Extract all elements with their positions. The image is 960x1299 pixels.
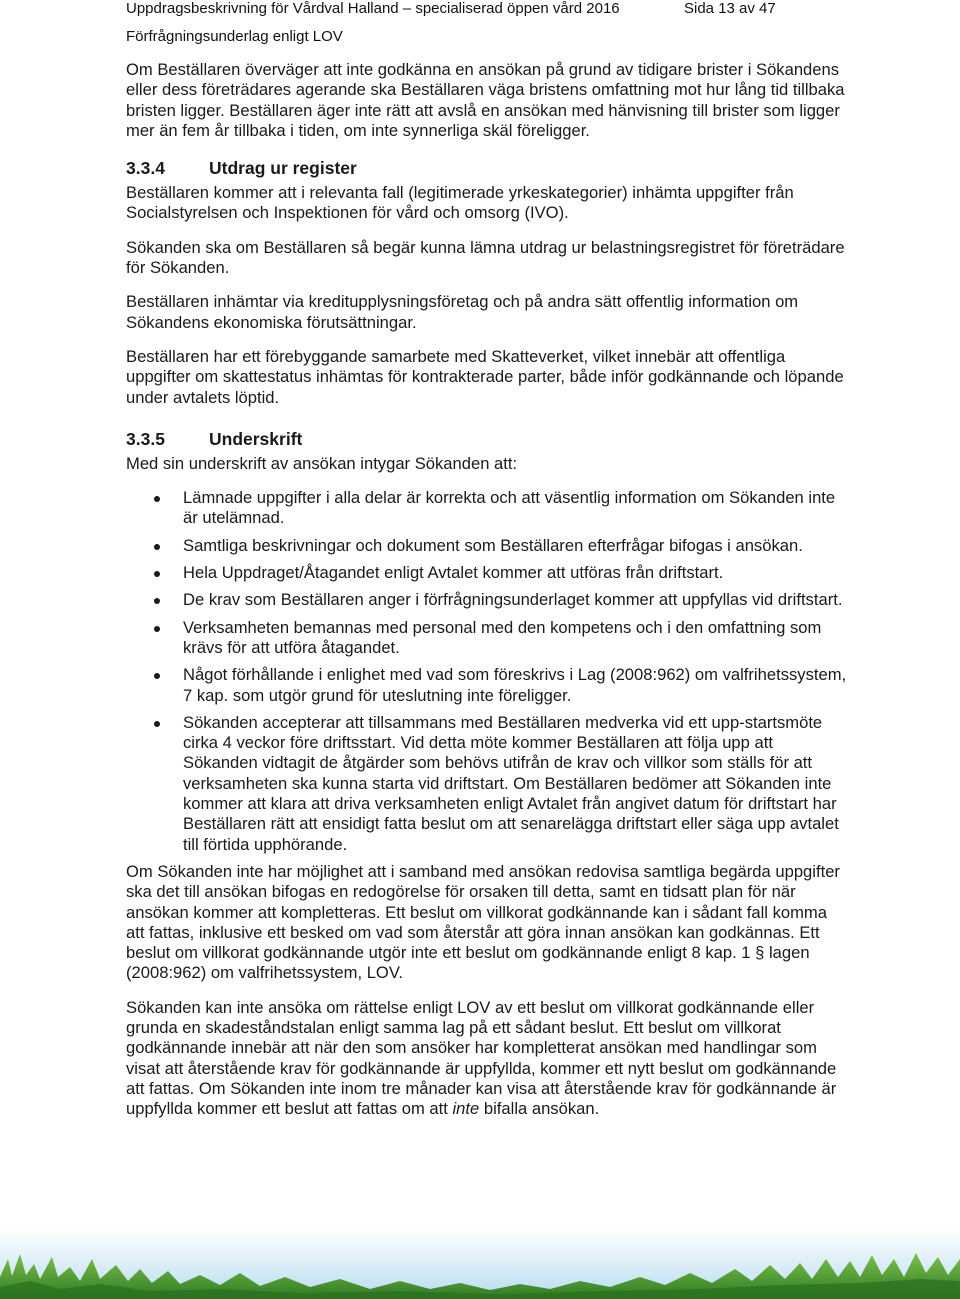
bullet-icon bbox=[154, 496, 160, 502]
list-item: Samtliga beskrivningar och dokument som Beställaren efterfrågar bifogas i ansökan. bbox=[126, 536, 848, 556]
paragraph: Om Sökanden inte har möjlighet att i samband med ansökan redovisa samtliga begärda uppgifter ska det till ansökan bifogas en redogörelse för orsaken till detta, samt en tidsatt plan för när ansökan kommer att kompletteras. Ett beslut om villkorat godkännande kan i sådant fall komma att fattas, inklusive ett besked om vad som återstår att göra innan ansökan kan godkännas. Ett beslut om villkorat godkännande utgör inte ett beslut om godkännande enligt 8 kap. 1 § lagen (2008:962) om valfrihetssystem, LOV. bbox=[126, 861, 840, 983]
list-item: Verksamheten bemannas med personal med den kompetens och i den omfattning som krävs för att utföra åtagandet. bbox=[126, 618, 848, 659]
bullet-list bbox=[126, 488, 848, 855]
document-title: Uppdragsbeskrivning för Vårdval Halland – specialiserad öppen vård 2016 bbox=[126, 0, 620, 17]
bullet-icon bbox=[154, 721, 160, 727]
document-body bbox=[126, 60, 848, 1119]
list-item: Lämnade uppgifter i alla delar är korrekta och att väsentlig information om Sökanden inte är utelämnad. bbox=[126, 488, 848, 529]
section-heading-335 bbox=[126, 428, 848, 450]
section-number: 3.3.4 bbox=[126, 158, 165, 179]
lead-paragraph: Med sin underskrift av ansökan intygar Sökanden att: bbox=[126, 453, 518, 473]
paragraph: Sökanden kan inte ansöka om rättelse enligt LOV av ett beslut om villkorat godkännande eller grunda en skadeståndstalan enligt samma lag på ett sådant beslut. Ett beslut om villkorat godkännande innebär att när den som ansöker har kompletterat ansökan med handlingar som visat att återstående krav för godkännande är uppfyllda, kommer ett nytt beslut om godkännande att fattas. Om Sökanden inte inom tre månader kan visa att återstående krav för godkännande är uppfyllda kommer ett beslut att fattas om att inte bifalla ansökan. bbox=[126, 997, 837, 1119]
paragraph: Beställaren inhämtar via kreditupplysningsföretag och på andra sätt offentlig information om Sökandens ekonomiska förutsättningar. bbox=[126, 292, 799, 332]
bullet-icon bbox=[154, 571, 160, 577]
bullet-icon bbox=[154, 544, 160, 550]
paragraph: Beställaren kommer att i relevanta fall (legitimerade yrkeskategorier) inhämta uppgifter från Socialstyrelsen och Inspektionen för vård och omsorg (IVO). bbox=[126, 183, 794, 223]
paragraph: Beställaren har ett förebyggande samarbete med Skatteverket, vilket innebär att offentliga uppgifter om skattestatus inhämtas för kontrakterade parter, både inför godkännande och löpande under avtalets löptid. bbox=[126, 346, 844, 407]
paragraph: Sökanden ska om Beställaren så begär kunna lämna utdrag ur belastningsregistret för företrädare för Sökanden. bbox=[126, 237, 845, 278]
list-item: Hela Uppdraget/Åtagandet enligt Avtalet kommer att utföras från driftstart. bbox=[126, 563, 848, 583]
document-subtitle: Förfrågningsunderlag enligt LOV bbox=[126, 28, 343, 45]
page-number: Sida 13 av 47 bbox=[684, 0, 776, 17]
bullet-icon bbox=[154, 626, 160, 632]
section-title: Underskrift bbox=[209, 428, 303, 449]
bullet-icon bbox=[154, 673, 160, 679]
intro-paragraph: Om Beställaren överväger att inte godkänna en ansökan på grund av tidigare brister i Sökandens eller dess företrädares agerande ska Beställaren väga bristens omfattning mot hur lång tid tillbaka bristen ligger. Beställaren äger inte rätt att avslå en ansökan med hänvisning till brister som ligger mer än fem år tillbaka i tiden, om inte synnerliga skäl föreligger. bbox=[126, 60, 845, 140]
list-item: De krav som Beställaren anger i förfrågningsunderlaget kommer att uppfyllas vid driftstart. bbox=[126, 590, 848, 610]
grass-footer-decoration bbox=[0, 1229, 960, 1299]
section-heading-334 bbox=[126, 157, 848, 179]
list-item: Något förhållande i enlighet med vad som föreskrivs i Lag (2008:962) om valfrihetssystem, 7 kap. som utgör grund för uteslutning inte föreligger. bbox=[126, 665, 848, 706]
section-title: Utdrag ur register bbox=[209, 158, 357, 179]
list-item: Sökanden accepterar att tillsammans med Beställaren medverka vid ett upp-startsmöte cirka 4 veckor före driftsstart. Vid detta möte kommer Beställaren att följa upp att Sökanden vidtagit de åtgärder som behövs utifrån de krav och villkor som ställs för att verksamheten ska kunna starta vid driftstart. Om Beställaren bedömer att Sökanden inte kommer att klara att driva verksamheten enligt Avtalet från angivet datum för driftstart har Beställaren rätt att ensidigt fatta beslut om att senarelägga driftstart eller säga upp avtalet till förtida upphörande. bbox=[126, 713, 848, 855]
bullet-icon bbox=[154, 598, 160, 604]
section-number: 3.3.5 bbox=[126, 428, 165, 449]
